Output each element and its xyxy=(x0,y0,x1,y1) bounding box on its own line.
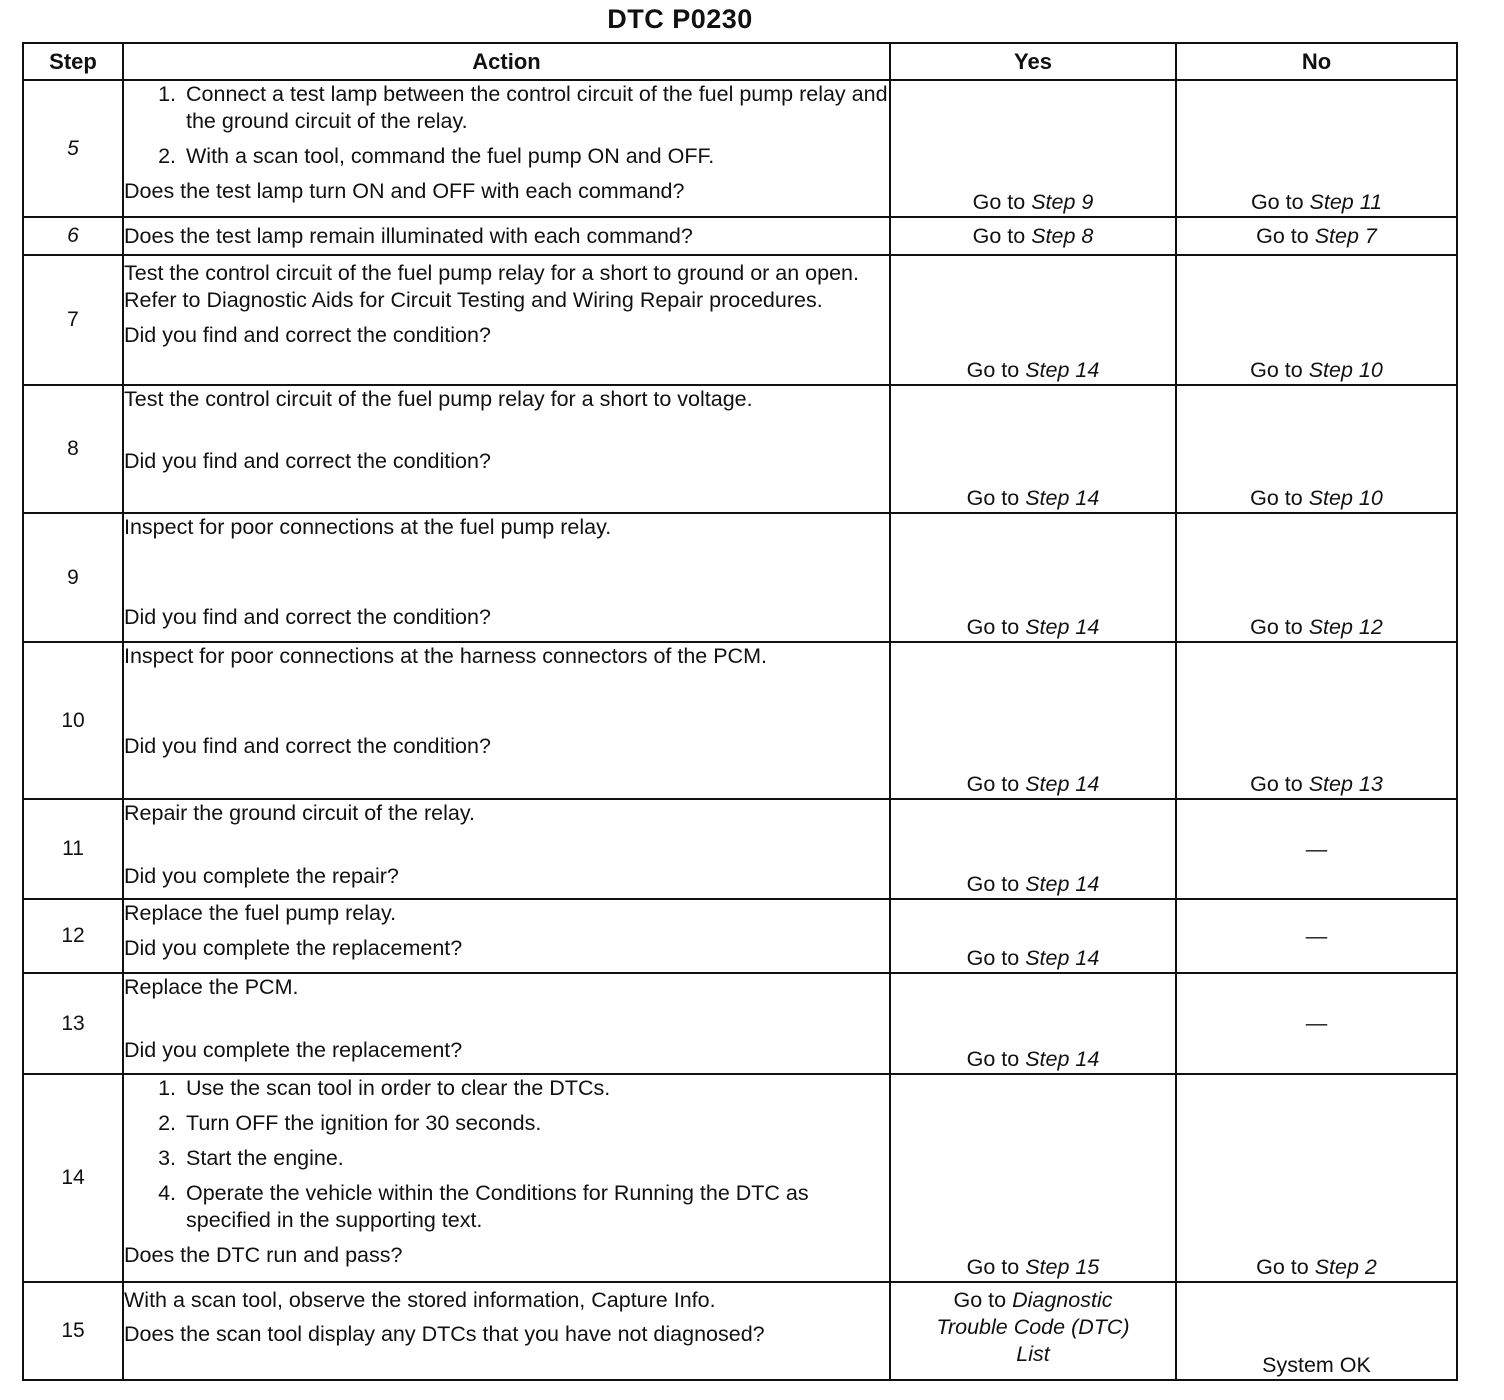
step-number: 10 xyxy=(23,642,123,799)
yes-prefix: Go to xyxy=(966,486,1020,510)
yes-step-ref: Step 14 xyxy=(1025,486,1100,510)
no-step-ref: Step 12 xyxy=(1308,615,1383,639)
no-cell xyxy=(1176,217,1457,255)
no-prefix: Go to xyxy=(1250,190,1304,214)
list-item: 1. Use the scan tool in order to clear the DTCs. xyxy=(182,1075,889,1102)
yes-prefix: Go to xyxy=(966,1047,1020,1071)
yes-prefix: Go to xyxy=(953,1288,1007,1312)
action-cell xyxy=(123,513,890,642)
step-number: 11 xyxy=(23,799,123,899)
table-row xyxy=(23,642,1457,799)
step-number: 14 xyxy=(23,1074,123,1282)
action-cell xyxy=(123,1074,890,1282)
yes-cell xyxy=(890,513,1176,642)
yes-prefix: Go to xyxy=(966,615,1020,639)
header-no: No xyxy=(1176,43,1457,80)
action-question: Did you find and correct the condition? xyxy=(124,734,491,758)
no-step-ref: Step 10 xyxy=(1308,486,1383,510)
yes-step-ref: Step 14 xyxy=(1025,615,1100,639)
yes-step-ref: Step 14 xyxy=(1025,358,1100,382)
no-step-ref: Step 10 xyxy=(1308,358,1383,382)
action-text: Replace the fuel pump relay. xyxy=(124,901,397,925)
no-prefix: Go to xyxy=(1250,486,1303,510)
table-row xyxy=(23,255,1457,385)
action-question: Did you find and correct the condition? xyxy=(124,449,491,473)
list-item: 4. Operate the vehicle within the Conditions for Running the DTC as specified in the supporting text. xyxy=(182,1180,889,1234)
list-item: 2. With a scan tool, command the fuel pump ON and OFF. xyxy=(182,143,889,170)
yes-cell xyxy=(890,1074,1176,1282)
action-text: Test the control circuit of the fuel pump relay for a short to ground or an open. Refer to Diagnostic Aids for Circuit Testing and Wiring Repair procedures. xyxy=(124,261,859,312)
action-question: Did you complete the replacement? xyxy=(124,936,463,960)
action-cell xyxy=(123,255,890,385)
action-list xyxy=(124,1075,889,1234)
yes-cell xyxy=(890,799,1176,899)
no-cell: — xyxy=(1176,973,1457,1074)
action-question: Did you complete the repair? xyxy=(124,864,399,888)
diagnostic-table xyxy=(22,42,1458,1381)
no-prefix: Go to xyxy=(1250,772,1303,796)
yes-step-ref: Step 15 xyxy=(1025,1255,1100,1279)
yes-prefix: Go to xyxy=(966,946,1020,970)
table-row xyxy=(23,1282,1457,1380)
header-action: Action xyxy=(123,43,890,80)
yes-cell xyxy=(890,1282,1176,1380)
table-row xyxy=(23,799,1457,899)
action-text: With a scan tool, observe the stored information, Capture Info. xyxy=(124,1288,716,1312)
list-item: 1. Connect a test lamp between the control circuit of the fuel pump relay and the ground circuit of the relay. xyxy=(182,81,889,135)
action-cell xyxy=(123,217,890,255)
yes-prefix: Go to xyxy=(966,358,1020,382)
no-step-ref: Step 13 xyxy=(1308,772,1383,796)
step-number: 8 xyxy=(23,385,123,513)
step-number: 7 xyxy=(23,255,123,385)
yes-step-ref: Step 14 xyxy=(1025,872,1100,896)
page-title: DTC P0230 xyxy=(607,4,753,34)
action-question: Did you find and correct the condition? xyxy=(124,605,491,629)
no-step-ref: Step 7 xyxy=(1314,223,1377,248)
action-cell xyxy=(123,899,890,973)
yes-prefix: Go to xyxy=(972,190,1026,214)
yes-cell xyxy=(890,80,1176,217)
action-cell xyxy=(123,973,890,1074)
action-cell xyxy=(123,642,890,799)
action-text: Inspect for poor connections at the fuel pump relay. xyxy=(124,515,612,539)
yes-cell xyxy=(890,217,1176,255)
header-yes: Yes xyxy=(890,43,1176,80)
yes-prefix: Go to xyxy=(972,223,1026,248)
action-cell xyxy=(123,385,890,513)
table-row xyxy=(23,973,1457,1074)
no-cell: — xyxy=(1176,899,1457,973)
table-row xyxy=(23,217,1457,255)
step-number: 13 xyxy=(23,973,123,1074)
no-cell xyxy=(1176,80,1457,217)
step-number: 9 xyxy=(23,513,123,642)
yes-prefix: Go to xyxy=(966,1255,1020,1279)
no-cell xyxy=(1176,255,1457,385)
list-item: 2. Turn OFF the ignition for 30 seconds. xyxy=(182,1110,889,1137)
action-question: Does the DTC run and pass? xyxy=(124,1243,403,1267)
yes-prefix: Go to xyxy=(966,772,1020,796)
no-prefix: Go to xyxy=(1250,615,1303,639)
header-step: Step xyxy=(23,43,123,80)
action-question: Does the scan tool display any DTCs that you have not diagnosed? xyxy=(124,1322,765,1346)
table-row xyxy=(23,1074,1457,1282)
no-cell: — xyxy=(1176,799,1457,899)
yes-step-ref: Step 14 xyxy=(1025,1047,1100,1071)
yes-prefix: Go to xyxy=(966,872,1020,896)
no-cell xyxy=(1176,1074,1457,1282)
no-cell xyxy=(1176,642,1457,799)
yes-step-ref: Step 14 xyxy=(1025,946,1100,970)
action-question: Did you complete the replacement? xyxy=(124,1038,463,1062)
step-number: 6 xyxy=(23,217,123,255)
yes-dtc-list-ref: Diagnostic Trouble Code (DTC) List xyxy=(936,1288,1130,1366)
no-cell xyxy=(1176,385,1457,513)
action-cell xyxy=(123,1282,890,1380)
yes-step-ref: Step 14 xyxy=(1025,772,1100,796)
action-question: Did you find and correct the condition? xyxy=(124,323,491,347)
yes-cell xyxy=(890,385,1176,513)
no-step-ref: Step 2 xyxy=(1314,1255,1377,1279)
action-cell xyxy=(123,799,890,899)
yes-cell xyxy=(890,973,1176,1074)
step-number: 15 xyxy=(23,1282,123,1380)
table-row xyxy=(23,899,1457,973)
table-row xyxy=(23,513,1457,642)
action-text: Replace the PCM. xyxy=(124,975,299,999)
yes-cell xyxy=(890,899,1176,973)
list-item: 3. Start the engine. xyxy=(182,1145,889,1172)
no-prefix: Go to xyxy=(1250,358,1303,382)
action-cell xyxy=(123,80,890,217)
action-text: Test the control circuit of the fuel pump relay for a short to voltage. xyxy=(124,387,753,411)
yes-step-ref: Step 8 xyxy=(1031,223,1094,248)
no-cell: System OK xyxy=(1176,1282,1457,1380)
yes-cell xyxy=(890,255,1176,385)
action-text: Repair the ground circuit of the relay. xyxy=(124,801,475,825)
action-text: Inspect for poor connections at the harness connectors of the PCM. xyxy=(124,644,767,668)
step-number: 5 xyxy=(23,80,123,217)
table-row xyxy=(23,385,1457,513)
yes-step-ref: Step 9 xyxy=(1031,190,1094,214)
no-prefix: Go to xyxy=(1256,223,1309,248)
table-header-row xyxy=(23,43,1457,80)
no-cell xyxy=(1176,513,1457,642)
action-list xyxy=(124,81,889,170)
yes-cell xyxy=(890,642,1176,799)
action-question: Does the test lamp remain illuminated with each command? xyxy=(124,223,693,248)
no-prefix: Go to xyxy=(1256,1255,1309,1279)
no-step-ref: Step 11 xyxy=(1309,190,1383,214)
action-question: Does the test lamp turn ON and OFF with each command? xyxy=(124,179,685,203)
step-number: 12 xyxy=(23,899,123,973)
table-row xyxy=(23,80,1457,217)
